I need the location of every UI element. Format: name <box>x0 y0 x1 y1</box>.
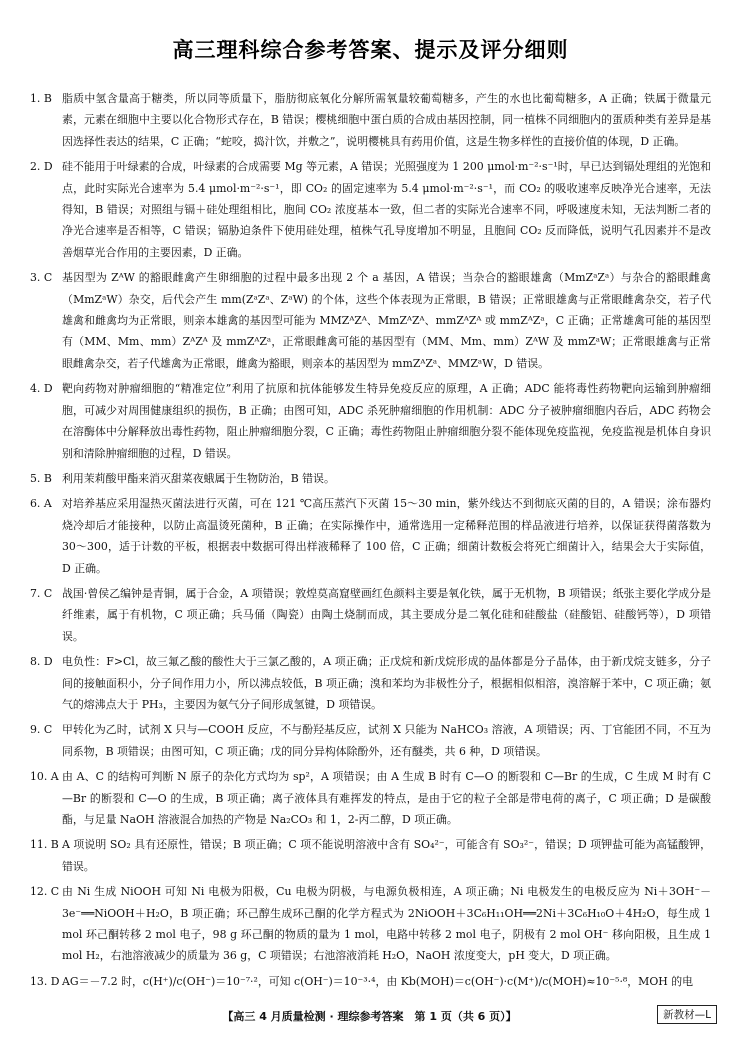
answer-item <box>30 88 711 152</box>
answer-item <box>30 651 711 715</box>
answer-number: 3. C <box>30 271 53 285</box>
answer-item <box>30 468 711 489</box>
answer-explanation: 靶向药物对肿瘤细胞的“精准定位”利用了抗原和抗体能够发生特异免疫反应的原理，A 正确；ADC 能将毒性药物靶向运输到肿瘤细胞，可减少对周围健康组织的损伤，B 正确；由图可知，ADC 杀死肿瘤细胞的作用机制：ADC 分子被肿瘤细胞内吞后，ADC 药物会在溶酶体中分解释放出毒性药物，阻止肿瘤细胞分裂，C 正确；毒性药物阻止肿瘤细胞分裂不能体现免疫监视，免疫监视是机体自身识别和清除肿瘤细胞的过程，D 错误。 <box>62 382 711 460</box>
answer-explanation: A 项说明 SO₂ 具有还原性，错误；B 项正确；C 项不能说明溶液中含有 SO₄²⁻，可能含有 SO₃²⁻，错误；D 项钾盐可能为高锰酸钾，错误。 <box>62 838 711 873</box>
answer-number: 8. D <box>30 655 53 669</box>
answer-explanation: AG＝－7.2 时，c(H⁺)/c(OH⁻)＝10⁻⁷·²，可知 c(OH⁻)＝10⁻³·⁴，由 Kb(MOH)＝c(OH⁻)·c(M⁺)/c(MOH)≈10⁻⁵·⁸，MOH 的电 <box>62 974 694 988</box>
answer-item <box>30 156 711 263</box>
answer-number: 2. D <box>30 160 53 174</box>
answer-number: 11. B <box>30 838 59 852</box>
answer-item <box>30 834 711 877</box>
answer-item <box>30 719 711 762</box>
answer-number: 7. C <box>30 586 53 600</box>
answer-explanation: 由 A、C 的结构可判断 N 原子的杂化方式均为 sp²，A 项错误；由 A 生成 B 时有 C—O 的断裂和 C—Br 的生成，C 生成 M 时有 C—Br 的断裂和 C—O 的生成，B 项正确；离子液体具有难挥发的特点，是由于它的粒子全部是带电荷的离子，C 项正确；D 是碳酸酯，与足量 NaOH 溶液混合加热的产物是 Na₂CO₃ 和 1，2-丙二醇，D 项正确。 <box>62 770 711 826</box>
answer-item <box>30 267 711 374</box>
page-title: 高三理科综合参考答案、提示及评分细则 <box>172 38 569 62</box>
answer-number: 12. C <box>30 885 60 899</box>
answer-explanation: 对培养基应采用湿热灭菌法进行灭菌，可在 121 ℃高压蒸汽下灭菌 15～30 min，紫外线达不到彻底灭菌的目的，A 错误；涂布器灼烧冷却后才能接种，以防止高温烫死菌种，B 正确；在实际操作中，通常选用一定稀释范围的样品液进行培养，以保证获得菌落数为 30～300，适于计数的平板，根据表中数据可得出样液稀释了 100 倍，C 正确；细菌计数板会将死亡细菌计入，结果会大于实际值，D 正确。 <box>62 497 711 575</box>
answer-item <box>30 583 711 647</box>
answer-item <box>30 971 711 992</box>
answer-number: 5. B <box>30 471 52 485</box>
answer-number: 4. D <box>30 382 53 396</box>
footer-text: 【高三 4 月质量检测 · 理综参考答案 第 1 页（共 6 页）】 <box>222 1010 517 1023</box>
answer-item <box>30 766 711 830</box>
answer-explanation: 电负性：F>Cl，故三氟乙酸的酸性大于三氯乙酸的，A 项正确；正戊烷和新戊烷形成的晶体都是分子晶体，由于新戊烷支链多，分子间的接触面积小，分子间作用力小，所以沸点较低，B 项正确；溴和苯均为非极性分子，根据相似相溶，溴溶解于苯中，C 项正确；氨气的熔沸点大于 PH₃，主要因为氨气分子间形成氢键，D 项错误。 <box>62 655 711 711</box>
answer-item <box>30 493 711 579</box>
answer-explanation: 脂质中氢含量高于糖类，所以同等质量下，脂肪彻底氧化分解所需氧量较葡萄糖多，产生的水也比葡萄糖多，A 正确；铁属于微量元素，元素在细胞中主要以化合物形式存在，B 错误；樱桃细胞中蛋白质的合成由基因控制，同一植株不同细胞内的蛋质种类有差异是基因选择性表达的结果，C 正确；“蛇咬，捣汁饮，并敷之”，说明樱桃具有药用价值，这是生物多样性的直接价值的体现，D 正确。 <box>62 92 711 148</box>
answer-explanation: 战国·曾侯乙编钟是青铜，属于合金，A 项错误；敦煌莫高窟壁画红色颜料主要是氧化铁，属于无机物，B 项错误；纸张主要化学成分是纤维素，属于有机物，C 项正确；兵马俑（陶瓷）由陶土烧制而成，其主要成分是二氧化硅和硅酸盐（硅酸铝、硅酸钙等），D 项错误。 <box>62 586 711 643</box>
answer-explanation: 甲转化为乙时，试剂 X 只与—COOH 反应，不与酚羟基反应，试剂 X 只能为 NaHCO₃ 溶液，A 项错误；丙、丁官能团不同，不互为同系物，B 项错误；由图可知，C 项正确；戊的同分异构体除酚外，还有醚类，共 6 种，D 项错误。 <box>62 723 711 758</box>
answer-explanation: 硅不能用于叶绿素的合成，叶绿素的合成需要 Mg 等元素，A 错误；光照强度为 1 200 μmol·m⁻²·s⁻¹时，早已达到镉处理组的光饱和点，此时实际光合速率为 5.4 μmol·m⁻²·s⁻¹，即 CO₂ 的固定速率为 5.4 μmol·m⁻²·s⁻¹，而 CO₂ 的吸收速率反映净光合速率，无法得知，B 错误；对照组与镉＋硅处理组相比，胞间 CO₂ 浓度基本一致，但二者的实际光合速率不同，呼吸速度未知，无法判断二者的净光合速率是否相等，C 错误；镉胁迫条件下使用硅处理，植株气孔导度增加不明显，且胞间 CO₂ 反而降低，说明气孔因素并不是改善烟草光合作用的主要因素，D 正确。 <box>62 160 711 259</box>
answer-number: 13. D <box>30 974 60 988</box>
answer-explanation: 基因型为 ZᴬW 的豁眼雌禽产生卵细胞的过程中最多出现 2 个 a 基因，A 错误；当杂合的豁眼雄禽（MmZᵃZᵃ）与杂合的豁眼雌禽（MmZᵃW）杂交，后代会产生 mm(ZᵃZᵃ、ZᵃW) 的个体，这些个体表现为正常眼，B 错误；正常眼雄禽与正常眼雌禽杂交，若子代雄禽和雌禽均为正常眼，则亲本雄禽的基因型可能为 MMZᴬZᴬ、MmZᴬZᴬ、mmZᴬZᴬ 或 mmZᴬZᵃ，C 正确；正常雄禽可能的基因型有（MM、Mm、mm）ZᴬZᴬ 及 mmZᴬZᵃ，正常眼雌禽可能的基因型有（MM、Mm、mm）ZᴬW 及 mmZᵃW；正常眼雄禽与正常眼雌禽杂交，若子代雄禽为正常眼，雌禽为豁眼，则亲本的基因型为 mmZᴬZᵃ、MMZᵃW，D 错误。 <box>62 271 711 370</box>
answer-explanation: 由 Ni 生成 NiOOH 可知 Ni 电极为阳极，Cu 电极为阴极，与电源负极相连，A 项正确；Ni 电极发生的电极反应为 Ni＋3OH⁻－3e⁻══NiOOH＋H₂O，B 项正确；环己醇生成环己酮的化学方程式为 2NiOOH＋3C₆H₁₁OH══2Ni＋3C₆H₁₀O＋4H₂O，每生成 1 mol 环己酮转移 2 mol 电子，98 g 环己酮的物质的量为 1 mol，电路中转移 2 mol 电子，阴极有 2 mol OH⁻ 移向阳极，且生成 1 mol H₂，右池溶液减少的质量为 36 g，C 项错误；右池溶液消耗 H₂O，NaOH 浓度变大，pH 变大，D 项正确。 <box>62 885 711 963</box>
answer-explanation: 利用茉莉酸甲酯来消灭甜菜夜蛾属于生物防治，B 错误。 <box>62 471 335 485</box>
answer-number: 10. A <box>30 770 59 784</box>
answer-number: 9. C <box>30 723 53 737</box>
answer-list <box>30 88 711 992</box>
edition-badge: 新教材—L <box>657 1005 717 1024</box>
answer-number: 1. B <box>30 92 52 105</box>
answer-item <box>30 378 711 464</box>
answer-number: 6. A <box>30 497 52 511</box>
answer-item <box>30 881 711 967</box>
